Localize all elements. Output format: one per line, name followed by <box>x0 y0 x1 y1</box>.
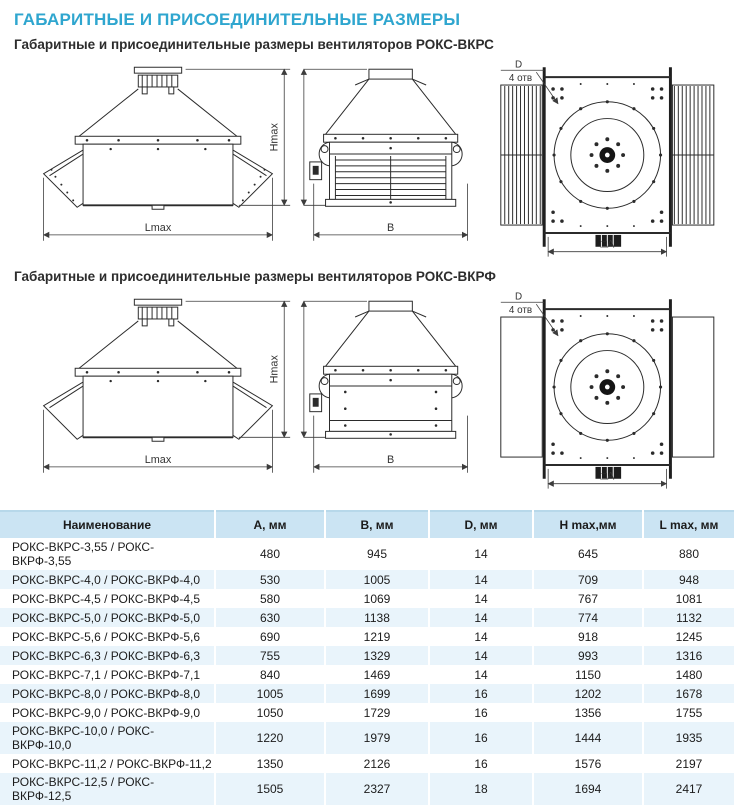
catalog-page <box>0 10 734 803</box>
dimension-value-cell: 14 <box>429 627 533 646</box>
dimension-value-cell: 755 <box>215 646 325 665</box>
dimension-value-cell: 2197 <box>643 754 734 773</box>
table-header <box>0 511 734 538</box>
table-row <box>0 608 734 627</box>
column-header-a: A, мм <box>215 511 325 538</box>
hmax-dimension-label: Hmax <box>268 355 281 384</box>
dimension-value-cell: 1220 <box>215 722 325 754</box>
dimension-value-cell: 480 <box>215 538 325 570</box>
dimension-value-cell: 1480 <box>643 665 734 684</box>
lmax-dimension-label: Lmax <box>144 453 172 466</box>
model-name-cell: РОКС-ВКРС-5,0 / РОКС-ВКРФ-5,0 <box>0 608 215 627</box>
table-row <box>0 646 734 665</box>
dimension-value-cell: 1219 <box>325 627 429 646</box>
page-title: ГАБАРИТНЫЕ И ПРИСОЕДИНИТЕЛЬНЫЕ РАЗМЕРЫ <box>14 10 461 29</box>
holes-count-label: 4 отв <box>509 305 533 317</box>
dimension-value-cell: 1469 <box>325 665 429 684</box>
model-name-cell: РОКС-ВКРС-9,0 / РОКС-ВКРФ-9,0 <box>12 705 201 720</box>
dimensions-table <box>0 510 734 805</box>
dimension-value-cell: 2417 <box>643 773 734 805</box>
b-dimension-label: B <box>387 453 395 466</box>
dimension-value-cell: 14 <box>429 589 533 608</box>
dimension-value-cell: 945 <box>325 538 429 570</box>
dimension-value-cell: 1678 <box>643 684 734 703</box>
dimension-value-cell: 1005 <box>325 570 429 589</box>
dimension-value-cell: 530 <box>215 570 325 589</box>
dimension-value-cell: 630 <box>215 608 325 627</box>
dimension-value-cell: 1576 <box>533 754 643 773</box>
dimension-value-cell: 1150 <box>533 665 643 684</box>
dimension-value-cell: 774 <box>533 608 643 627</box>
dimension-value-cell: 1694 <box>533 773 643 805</box>
section-vkrs <box>0 37 734 262</box>
dimension-value-cell: 690 <box>215 627 325 646</box>
model-name-cell: РОКС-ВКРС-10,0 / РОКС-ВКРФ-10,0 <box>0 722 215 754</box>
dimension-value-cell: 14 <box>429 646 533 665</box>
dimension-value-cell: 14 <box>429 570 533 589</box>
table-row <box>0 589 734 608</box>
hole-diameter-label: D <box>515 59 523 71</box>
holes-count-label: 4 отв <box>509 73 533 85</box>
dimension-value-cell: 1138 <box>325 608 429 627</box>
table-row <box>0 538 734 570</box>
table-row <box>0 570 734 589</box>
dimension-value-cell: 1444 <box>533 722 643 754</box>
model-name-cell: РОКС-ВКРС-6,3 / РОКС-ВКРФ-6,3 <box>0 646 215 665</box>
vkrf-side-view-drawing <box>294 288 487 488</box>
model-name-cell: РОКС-ВКРС-11,2 / РОКС-ВКРФ-11,2 <box>12 756 212 771</box>
dimension-value-cell: 14 <box>429 608 533 627</box>
dimension-value-cell: 16 <box>429 754 533 773</box>
hole-diameter-label: D <box>515 291 523 303</box>
dimension-value-cell: 1505 <box>215 773 325 805</box>
dimension-value-cell: 18 <box>429 773 533 805</box>
dimension-value-cell: 993 <box>533 646 643 665</box>
table-row <box>0 722 734 754</box>
section-vkrf <box>0 269 734 504</box>
dimension-value-cell: 1245 <box>643 627 734 646</box>
vkrs-side-view-drawing <box>294 56 487 256</box>
vkrf-drawings <box>0 286 734 504</box>
dimension-value-cell: 948 <box>643 570 734 589</box>
dimension-value-cell: 1935 <box>643 722 734 754</box>
vkrs-front-view-drawing <box>16 56 294 256</box>
square-a-dimension-label: □A <box>600 238 615 251</box>
dimension-value-cell: 709 <box>533 570 643 589</box>
dimension-value-cell: 1316 <box>643 646 734 665</box>
dimension-value-cell: 580 <box>215 589 325 608</box>
vkrs-top-view-drawing <box>487 56 728 261</box>
dimension-value-cell: 1329 <box>325 646 429 665</box>
model-name-cell: РОКС-ВКРС-3,55 / РОКС-ВКРФ-3,55 <box>12 540 155 568</box>
dimension-value-cell: 2327 <box>325 773 429 805</box>
dimension-value-cell: 1729 <box>325 703 429 722</box>
dimension-value-cell: 1005 <box>215 684 325 703</box>
model-name-cell: РОКС-ВКРС-5,6 / РОКС-ВКРФ-5,6 <box>12 629 201 644</box>
dimension-value-cell: 1755 <box>643 703 734 722</box>
table-row <box>0 754 734 773</box>
dimension-value-cell: 14 <box>429 538 533 570</box>
dimension-value-cell: 2126 <box>325 754 429 773</box>
dimension-value-cell: 1050 <box>215 703 325 722</box>
dimension-value-cell: 1069 <box>325 589 429 608</box>
vkrs-drawings <box>0 54 734 262</box>
dimension-value-cell: 840 <box>215 665 325 684</box>
dimension-value-cell: 918 <box>533 627 643 646</box>
dimension-value-cell: 1202 <box>533 684 643 703</box>
column-header-lmax: L max, мм <box>643 511 734 538</box>
table-row <box>0 684 734 703</box>
dimension-value-cell: 16 <box>429 703 533 722</box>
table-row <box>0 627 734 646</box>
dimension-value-cell: 1356 <box>533 703 643 722</box>
dimension-value-cell: 1350 <box>215 754 325 773</box>
dimension-value-cell: 16 <box>429 722 533 754</box>
dimension-value-cell: 880 <box>643 538 734 570</box>
dimension-value-cell: 14 <box>429 665 533 684</box>
dimension-value-cell: 1081 <box>643 589 734 608</box>
hmax-dimension-label: Hmax <box>268 123 281 152</box>
dimension-value-cell: 16 <box>429 684 533 703</box>
model-name-cell: РОКС-ВКРС-4,0 / РОКС-ВКРФ-4,0 <box>0 570 215 589</box>
column-header-name: Наименование <box>0 511 215 538</box>
dimension-value-cell: 645 <box>533 538 643 570</box>
vkrf-top-view-drawing <box>487 288 728 493</box>
vkrf-front-view-drawing <box>16 288 294 488</box>
table-row <box>0 703 734 722</box>
model-name-cell: РОКС-ВКРС-8,0 / РОКС-ВКРФ-8,0 <box>0 684 215 703</box>
model-name-cell: РОКС-ВКРС-4,5 / РОКС-ВКРФ-4,5 <box>12 591 201 606</box>
square-a-dimension-label: □A <box>600 470 615 483</box>
column-header-b: B, мм <box>325 511 429 538</box>
table-row <box>0 773 734 805</box>
dimension-value-cell: 1132 <box>643 608 734 627</box>
model-name-cell: РОКС-ВКРС-12,5 / РОКС-ВКРФ-12,5 <box>0 773 215 805</box>
column-header-hmax: H max,мм <box>533 511 643 538</box>
lmax-dimension-label: Lmax <box>144 221 172 234</box>
section-vkrf-title: Габаритные и присоединительные размеры вентиляторов РОКС-ВКРФ <box>14 269 496 284</box>
section-vkrs-title: Габаритные и присоединительные размеры вентиляторов РОКС-ВКРС <box>14 37 494 52</box>
column-header-d: D, мм <box>429 511 533 538</box>
table-row <box>0 665 734 684</box>
dimension-value-cell: 767 <box>533 589 643 608</box>
table-body <box>0 538 734 805</box>
dimension-value-cell: 1699 <box>325 684 429 703</box>
b-dimension-label: B <box>387 221 395 234</box>
model-name-cell: РОКС-ВКРС-7,1 / РОКС-ВКРФ-7,1 <box>12 667 201 682</box>
dimension-value-cell: 1979 <box>325 722 429 754</box>
